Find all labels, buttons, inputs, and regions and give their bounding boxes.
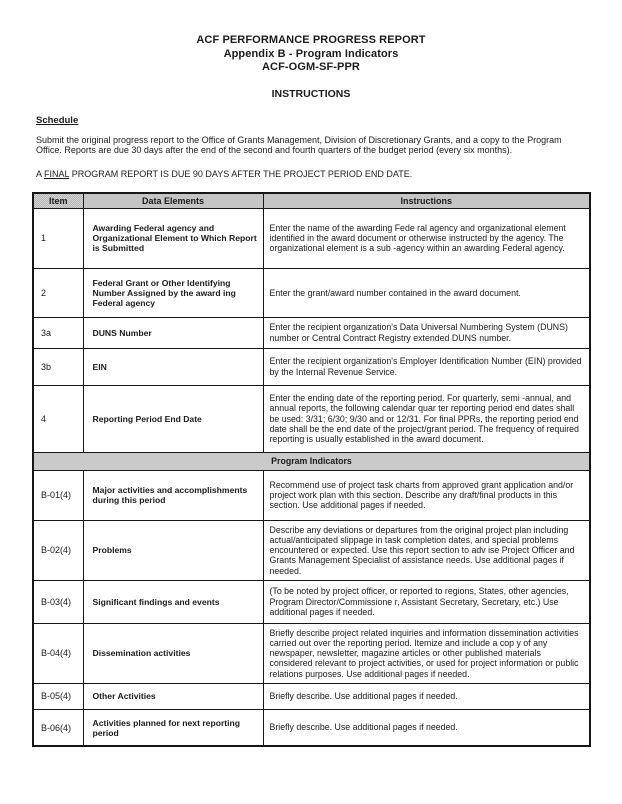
instruction-cell: Describe any deviations or departures from the original project plan including actual/anticipated slippage in task completion dates, and special problems encountered or expected. Use this report section to adv ise Project Officer and Grants Management Specialist of assistance needs. Use additional pages if needed. <box>263 520 590 580</box>
doc-form-number: ACF-OGM-SF-PPR <box>262 61 360 73</box>
data-element-cell: Reporting Period End Date <box>83 385 263 452</box>
instruction-cell: Enter the ending date of the reporting period. For quarterly, semi -annual, and annual reports, the following calendar quar ter reporting period end dates shall be used: 3/31; 6/30; 9/30 and or 12/31. For final PPRs, the reporting period end date shall be the end date of the project/grant period. The frequency of required reporting is usually established in the award document. <box>263 385 590 452</box>
instruction-cell: Enter the recipient organization's Data Universal Numbering System (DUNS) number or Central Contract Registry extended DUNS number. <box>263 317 590 348</box>
final-report-note <box>36 169 588 180</box>
data-element-cell: EIN <box>83 348 263 385</box>
table-row-item-b04 <box>33 623 590 683</box>
item-cell: 3b <box>33 348 83 385</box>
table-row-item-b05 <box>33 683 590 709</box>
data-element-cell: Awarding Federal agency and Organizational Element to Which Report is Submitted <box>83 208 263 268</box>
data-element-cell: Activities planned for next reporting period <box>83 709 263 746</box>
item-cell: B-03(4) <box>33 580 83 623</box>
doc-title: ACF PERFORMANCE PROGRESS REPORT <box>196 34 426 46</box>
final-note-suffix: PROGRAM REPORT IS DUE 90 DAYS AFTER THE PROJECT PERIOD END DATE. <box>69 168 413 179</box>
col-header-instructions: Instructions <box>263 193 590 208</box>
item-cell: B-06(4) <box>33 709 83 746</box>
item-cell: 2 <box>33 268 83 317</box>
item-cell: B-04(4) <box>33 623 83 683</box>
final-note-underlined-word: FINAL <box>44 168 70 179</box>
table-row-item-3a <box>33 317 590 348</box>
data-element-cell: Federal Grant or Other Identifying Number Assigned by the award ing Federal agency <box>83 268 263 317</box>
data-element-cell: Major activities and accomplishments during this period <box>83 470 263 520</box>
table-row-item-4 <box>33 385 590 452</box>
data-element-cell: Dissemination activities <box>83 623 263 683</box>
table-row-item-3b <box>33 348 590 385</box>
item-cell: B-01(4) <box>33 470 83 520</box>
item-cell: 4 <box>33 385 83 452</box>
instruction-cell: Enter the recipient organization's Employer Identification Number (EIN) provided by the Internal Revenue Service. <box>263 348 590 385</box>
instruction-cell: Enter the grant/award number contained in the award document. <box>263 268 590 317</box>
item-cell: B-02(4) <box>33 520 83 580</box>
data-element-cell: DUNS Number <box>83 317 263 348</box>
schedule-heading: Schedule <box>36 114 79 126</box>
instruction-cell: Briefly describe project related inquiries and information dissemination activities carried out over the reporting period. Itemize and include a cop y of any newspaper, newsletter, magazine articles or other published materials considered relevant to project activities, or used for project information or public relations purposes. Use additional pages if needed. <box>263 623 590 683</box>
item-cell: 3a <box>33 317 83 348</box>
instruction-cell: Enter the name of the awarding Fede ral agency and organizational element identified in the award document or otherwise instructed by the agency. The organizational element is a sub -agency within an awarding Federal agency. <box>263 208 590 268</box>
table-row-item-b02 <box>33 520 590 580</box>
table-row-item-b03 <box>33 580 590 623</box>
item-cell: B-05(4) <box>33 683 83 709</box>
instruction-cell: Recommend use of project task charts from approved grant application and/or project work plan with this section. Describe any draft/final products in this section. Use additional pages if needed. <box>263 470 590 520</box>
instruction-cell: Briefly describe. Use additional pages if needed. <box>263 683 590 709</box>
data-element-cell: Significant findings and events <box>83 580 263 623</box>
instruction-cell: Briefly describe. Use additional pages if needed. <box>263 709 590 746</box>
data-element-cell: Problems <box>83 520 263 580</box>
table-row-item-1 <box>33 208 590 268</box>
item-cell: 1 <box>33 208 83 268</box>
col-header-item: Item <box>33 193 83 208</box>
document-header <box>0 0 622 75</box>
section-label: Program Indicators <box>33 452 590 470</box>
instructions-heading: INSTRUCTIONS <box>271 87 351 100</box>
table-row-item-b01 <box>33 470 590 520</box>
col-header-data-elements: Data Elements <box>83 193 263 208</box>
final-note-prefix: A <box>36 168 45 179</box>
schedule-paragraph: Submit the original progress report to the Office of Grants Management, Division of Discretionary Grants, and a copy to the Program Office. Reports are due 30 days after the end of the second and fourth quarters of the budget period (every six months). <box>36 134 562 156</box>
data-element-cell: Other Activities <box>83 683 263 709</box>
table-row-item-2 <box>33 268 590 317</box>
schedule-section <box>36 115 592 180</box>
table-header-row <box>33 193 590 208</box>
instruction-cell: (To be noted by project officer, or reported to regions, States, other agencies, Program Director/Commissione r, Assistant Secretary, Secretary, etc.) Use additional pages if needed. <box>263 580 590 623</box>
program-indicators-section-row <box>33 452 590 470</box>
table-row-item-b06 <box>33 709 590 746</box>
instructions-table <box>32 192 591 747</box>
doc-subtitle: Appendix B - Program Indicators <box>223 47 399 60</box>
